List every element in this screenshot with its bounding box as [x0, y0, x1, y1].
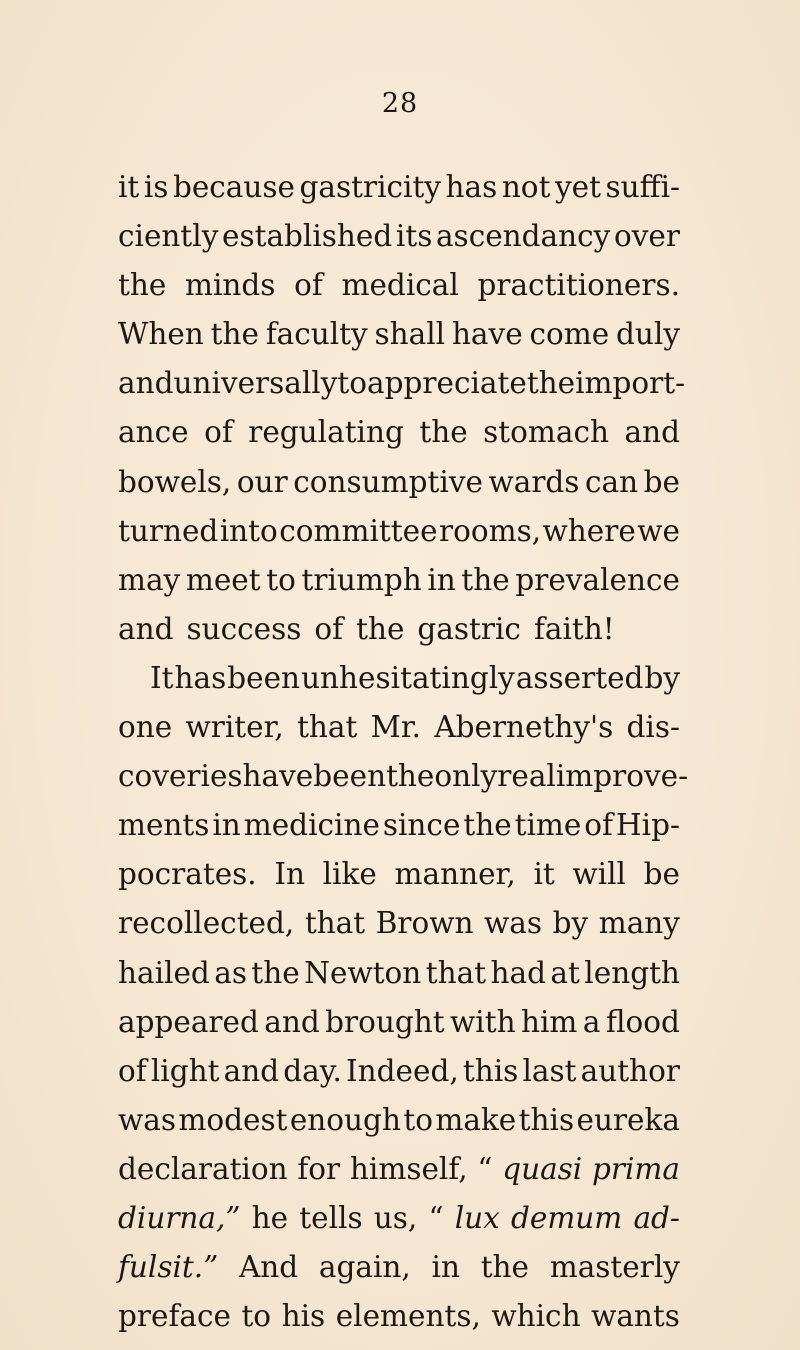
- text-line-7: [118, 458, 680, 507]
- word: the: [210, 317, 259, 352]
- word: universally: [173, 366, 338, 401]
- word: which: [491, 1299, 581, 1334]
- word: may: [118, 562, 181, 597]
- word: a: [582, 1004, 601, 1039]
- word: eureka: [576, 1102, 680, 1137]
- body-text: [118, 163, 689, 1341]
- word: modest: [178, 1102, 288, 1137]
- word: where: [542, 513, 636, 548]
- text-line-19: [118, 1047, 680, 1096]
- word: been: [313, 759, 387, 794]
- word: triumph: [301, 562, 422, 597]
- word: unhesitatingly: [301, 660, 515, 695]
- word: that: [304, 906, 366, 941]
- word: brought: [325, 1004, 445, 1039]
- word: asserted: [515, 660, 644, 695]
- text-line-12: [118, 703, 680, 752]
- italic-word: fulsit.”: [118, 1250, 219, 1285]
- word: last: [522, 1053, 577, 1088]
- word: has: [445, 170, 498, 204]
- word: we: [637, 513, 680, 548]
- word: and: [118, 366, 174, 401]
- word: duly: [616, 317, 680, 352]
- word: dis-: [626, 710, 680, 745]
- word: this: [462, 1053, 519, 1088]
- text-line-2: [118, 212, 680, 261]
- word: the: [356, 611, 405, 646]
- word: ciently: [118, 219, 219, 254]
- word: masterly: [549, 1250, 680, 1285]
- word: the: [461, 562, 510, 597]
- text-line-9: [118, 556, 680, 605]
- word: has: [174, 660, 227, 695]
- text-line-1: [118, 163, 680, 212]
- text-line-5: [118, 359, 686, 408]
- word: success: [186, 611, 302, 646]
- word: not: [501, 170, 551, 204]
- word: come: [529, 317, 610, 352]
- word: minds: [185, 268, 276, 303]
- word: to: [403, 1102, 433, 1137]
- text-line-8: [118, 507, 680, 556]
- word: be: [643, 464, 680, 499]
- word: many: [598, 906, 680, 941]
- text-line-4: [118, 310, 680, 359]
- word: Newton: [304, 955, 422, 990]
- word: of: [314, 611, 344, 646]
- word: import-: [575, 366, 686, 401]
- text-line-3: [118, 261, 680, 310]
- word: ascendancy: [435, 219, 611, 254]
- italic-word: quasi: [502, 1151, 583, 1186]
- word: to: [266, 562, 296, 597]
- word: it: [118, 170, 140, 204]
- word: will: [572, 857, 626, 892]
- word: And: [238, 1250, 299, 1285]
- word: the: [480, 1250, 529, 1285]
- text-line-13: [118, 752, 689, 801]
- word: bowels,: [118, 464, 232, 499]
- italic-word: lux: [454, 1200, 500, 1235]
- word: suffi-: [605, 170, 680, 204]
- word: have: [451, 317, 523, 352]
- quote-mark: “: [477, 1151, 493, 1186]
- word: tells: [299, 1200, 363, 1235]
- word: the: [463, 808, 512, 843]
- word: prevalence: [515, 562, 680, 597]
- word: faculty: [265, 317, 368, 352]
- word: meet: [185, 562, 261, 597]
- word: have: [242, 759, 314, 794]
- quote-mark: “: [428, 1200, 444, 1235]
- word: by: [644, 660, 680, 695]
- word: coveries: [118, 759, 243, 794]
- word: Abernethy's: [434, 710, 614, 745]
- word: medicine: [243, 808, 380, 843]
- word: of: [204, 415, 233, 450]
- word: preface: [118, 1299, 231, 1334]
- word: to: [337, 366, 368, 401]
- text-line-23: [118, 1243, 680, 1292]
- word: turned: [118, 513, 219, 548]
- word: and: [624, 415, 680, 450]
- text-line-22: [118, 1194, 680, 1243]
- word: because: [172, 170, 295, 204]
- word: and: [223, 1053, 280, 1088]
- word: day.: [283, 1053, 342, 1088]
- word: consumptive: [293, 464, 483, 499]
- word: himself,: [349, 1151, 468, 1186]
- word: medical: [341, 268, 459, 303]
- word: It: [150, 660, 174, 695]
- text-line-16: [118, 899, 680, 948]
- word: rooms,: [438, 513, 542, 548]
- word: When: [118, 317, 204, 352]
- word: time: [514, 808, 582, 843]
- word: this: [518, 1102, 575, 1137]
- word: can: [584, 464, 639, 499]
- word: at: [550, 955, 580, 990]
- word: flood: [605, 1004, 680, 1039]
- word: for: [297, 1151, 341, 1186]
- word: us,: [373, 1200, 418, 1235]
- word: wards: [488, 464, 580, 499]
- word: Brown: [375, 906, 474, 941]
- word: and: [264, 1004, 320, 1039]
- word: light: [150, 1053, 220, 1088]
- word: shall: [374, 317, 446, 352]
- word: recollected,: [118, 906, 295, 941]
- word: been: [227, 660, 301, 695]
- word: appeared: [118, 1004, 259, 1039]
- word: by: [552, 906, 589, 941]
- word: the: [118, 268, 167, 303]
- word: is: [143, 170, 169, 204]
- word: was: [484, 906, 543, 941]
- word: yet: [554, 170, 601, 204]
- word: Hip-: [615, 808, 680, 843]
- word: since: [382, 808, 461, 843]
- text-line-14: [118, 801, 680, 850]
- word: pocrates.: [118, 857, 257, 892]
- word: over: [613, 219, 680, 254]
- text-line-17: [118, 949, 680, 998]
- word: established: [222, 219, 393, 254]
- word: that: [425, 955, 487, 990]
- word: Mr.: [370, 710, 422, 745]
- word: with: [450, 1004, 516, 1039]
- text-line-15: [118, 850, 680, 899]
- word: of: [294, 268, 323, 303]
- word: writer,: [185, 710, 284, 745]
- word: was: [118, 1102, 176, 1137]
- text-line-10: [118, 605, 680, 654]
- text-line-21: [118, 1145, 680, 1194]
- word: he: [251, 1200, 289, 1235]
- text-line-20: [118, 1096, 680, 1145]
- word: only: [434, 759, 498, 794]
- word: ments: [118, 808, 210, 843]
- italic-word: diurna,”: [118, 1200, 241, 1235]
- word: and: [118, 611, 174, 646]
- italic-word: ad-: [633, 1200, 680, 1235]
- italic-word: demum: [510, 1200, 623, 1235]
- word: it: [533, 857, 555, 892]
- word: committee: [279, 513, 438, 548]
- word: to: [241, 1299, 272, 1334]
- word: make: [435, 1102, 517, 1137]
- word: of: [118, 1053, 147, 1088]
- word: his: [281, 1299, 326, 1334]
- text-line-11: [118, 654, 680, 703]
- word: in: [212, 808, 241, 843]
- italic-word: prima: [591, 1151, 680, 1186]
- word: that: [297, 710, 358, 745]
- word: declaration: [118, 1151, 288, 1186]
- word: the: [251, 955, 300, 990]
- word: regulating: [248, 415, 404, 450]
- word: improve-: [555, 759, 689, 794]
- word: of: [584, 808, 613, 843]
- word: appreciate: [367, 366, 527, 401]
- word: be: [643, 857, 680, 892]
- word: faith!: [533, 611, 615, 646]
- text-line-18: [118, 998, 680, 1047]
- word: In: [274, 857, 305, 892]
- word: in: [427, 562, 456, 597]
- word: our: [236, 464, 288, 499]
- word: into: [219, 513, 278, 548]
- word: enough: [289, 1102, 401, 1137]
- word: wants: [591, 1299, 680, 1334]
- word: Indeed,: [346, 1053, 459, 1088]
- word: the: [526, 366, 576, 401]
- word: as: [214, 955, 247, 990]
- text-line-6: [118, 408, 680, 457]
- word: author: [580, 1053, 680, 1088]
- word: again,: [318, 1250, 411, 1285]
- word: in: [431, 1250, 460, 1285]
- word: stomach: [483, 415, 609, 450]
- word: the: [419, 415, 468, 450]
- word: practitioners.: [477, 268, 680, 303]
- word: him: [521, 1004, 578, 1039]
- word: the: [386, 759, 435, 794]
- word: length: [584, 955, 680, 990]
- word: hailed: [118, 955, 210, 990]
- word: gastricity: [299, 170, 442, 204]
- word: manner,: [394, 857, 516, 892]
- word: had: [490, 955, 546, 990]
- word: gastric: [417, 611, 521, 646]
- word: ance: [118, 415, 189, 450]
- page-number: 28: [381, 88, 419, 119]
- text-line-24: [118, 1292, 680, 1341]
- word: its: [395, 219, 433, 254]
- word: one: [118, 710, 173, 745]
- word: real: [497, 759, 556, 794]
- word: elements,: [335, 1299, 481, 1334]
- word: like: [322, 857, 377, 892]
